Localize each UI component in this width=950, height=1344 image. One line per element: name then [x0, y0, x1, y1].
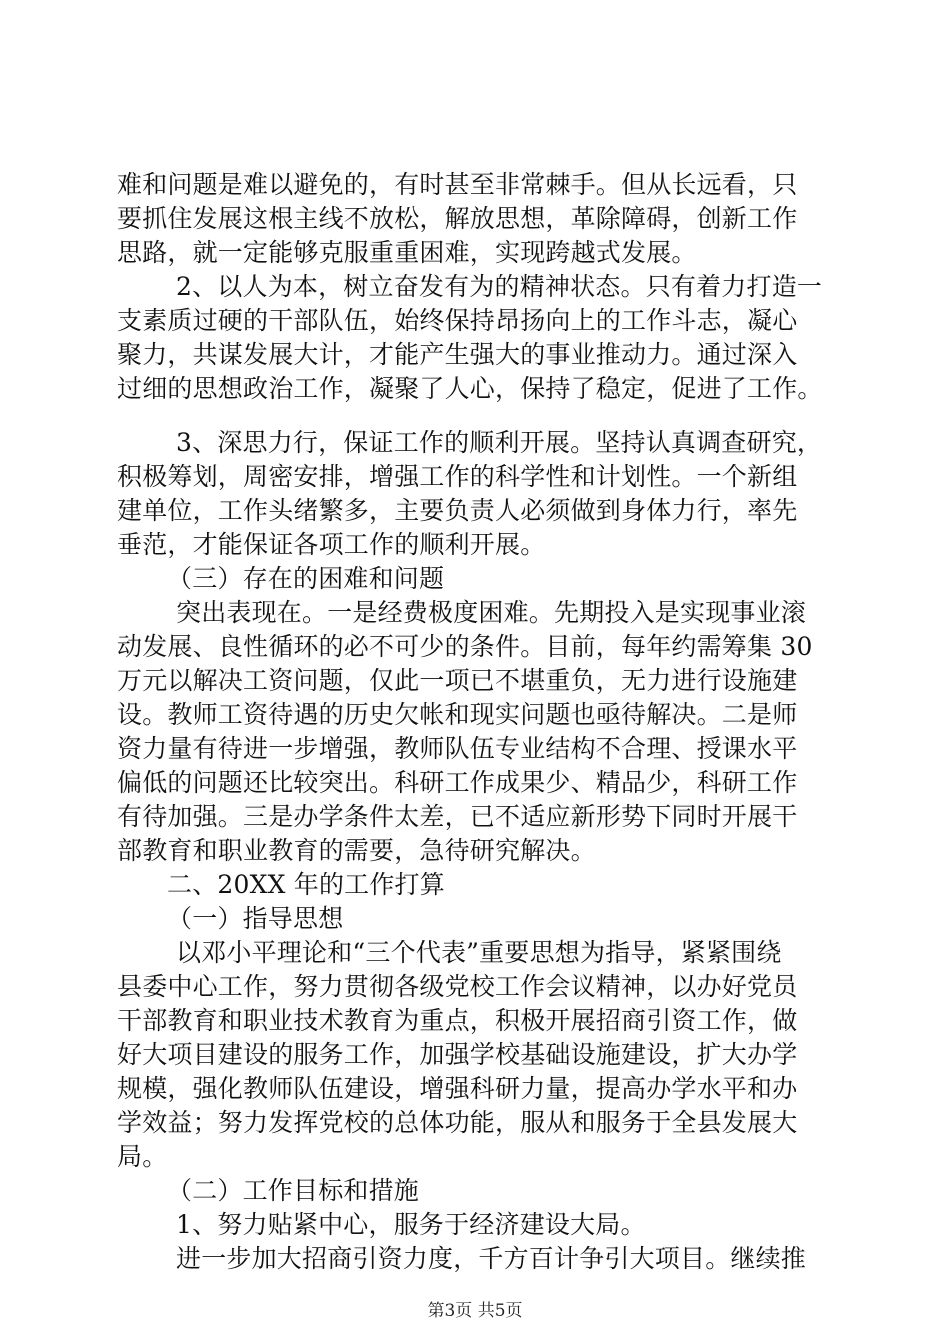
text-line: 支素质过硬的干部队伍，始终保持昂扬向上的工作斗志，凝心 — [117, 306, 798, 335]
text-line: 万元以解决工资问题，仅此一项已不堪重负，无力进行设施建 — [117, 666, 798, 695]
text-line: 1、努力贴紧中心，服务于经济建设大局。 — [176, 1210, 646, 1239]
section-heading: （三）存在的困难和问题 — [167, 564, 445, 593]
text-line: 学效益；努力发挥党校的总体功能，服从和服务于全县发展大 — [117, 1108, 798, 1137]
text-line: 干部教育和职业技术教育为重点，积极开展招商引资工作，做 — [117, 1006, 798, 1035]
text-line: 聚力，共谋发展大计，才能产生强大的事业推动力。通过深入 — [117, 340, 798, 369]
text-line: 资力量有待进一步增强，教师队伍专业结构不合理、授课水平 — [117, 734, 798, 763]
text-line: 设。教师工资待遇的历史欠帐和现实问题也亟待解决。二是师 — [117, 700, 798, 729]
text-line: 偏低的问题还比较突出。科研工作成果少、精品少，科研工作 — [117, 768, 798, 797]
text-line: 2、以人为本，树立奋发有为的精神状态。只有着力打造一 — [176, 272, 823, 301]
text-line: 部教育和职业教育的需要，急待研究解决。 — [117, 836, 596, 865]
text-line: 要抓住发展这根主线不放松，解放思想，革除障碍，创新工作 — [117, 204, 798, 233]
text-line: 县委中心工作，努力贯彻各级党校工作会议精神，以办好党员 — [117, 972, 798, 1001]
text-line: 难和问题是难以避免的，有时甚至非常棘手。但从长远看，只 — [117, 170, 798, 199]
text-line: 以邓小平理论和“三个代表”重要思想为指导，紧紧围绕 — [176, 938, 782, 967]
section-heading: 二、20XX 年的工作打算 — [167, 870, 445, 899]
text-line: 3、深思力行，保证工作的顺利开展。坚持认真调查研究， — [176, 428, 823, 457]
text-line: 突出表现在。一是经费极度困难。先期投入是实现事业滚 — [176, 598, 807, 627]
text-line: 垂范，才能保证各项工作的顺利开展。 — [117, 530, 546, 559]
text-line: 好大项目建设的服务工作，加强学校基础设施建设，扩大办学 — [117, 1040, 798, 1069]
text-line: 思路，就一定能够克服重重困难，实现跨越式发展。 — [117, 238, 697, 267]
text-line: 建单位，工作头绪繁多，主要负责人必须做到身体力行，率先 — [117, 496, 798, 525]
text-line: 进一步加大招商引资力度，千方百计争引大项目。继续推 — [176, 1244, 807, 1273]
text-line: 有待加强。三是办学条件太差，已不适应新形势下同时开展干 — [117, 802, 798, 831]
text-line: 积极筹划，周密安排，增强工作的科学性和计划性。一个新组 — [117, 462, 798, 491]
text-line: 动发展、良性循环的必不可少的条件。目前，每年约需筹集 30 — [117, 632, 813, 661]
text-line: 规模，强化教师队伍建设，增强科研力量，提高办学水平和办 — [117, 1074, 798, 1103]
page-number-footer: 第3页 共5页 — [427, 1301, 523, 1321]
section-heading: （二）工作目标和措施 — [167, 1176, 420, 1205]
section-heading: （一）指导思想 — [167, 904, 344, 933]
text-line: 局。 — [117, 1142, 168, 1171]
text-line: 过细的思想政治工作，凝聚了人心，保持了稳定，促进了工作。 — [117, 374, 823, 403]
